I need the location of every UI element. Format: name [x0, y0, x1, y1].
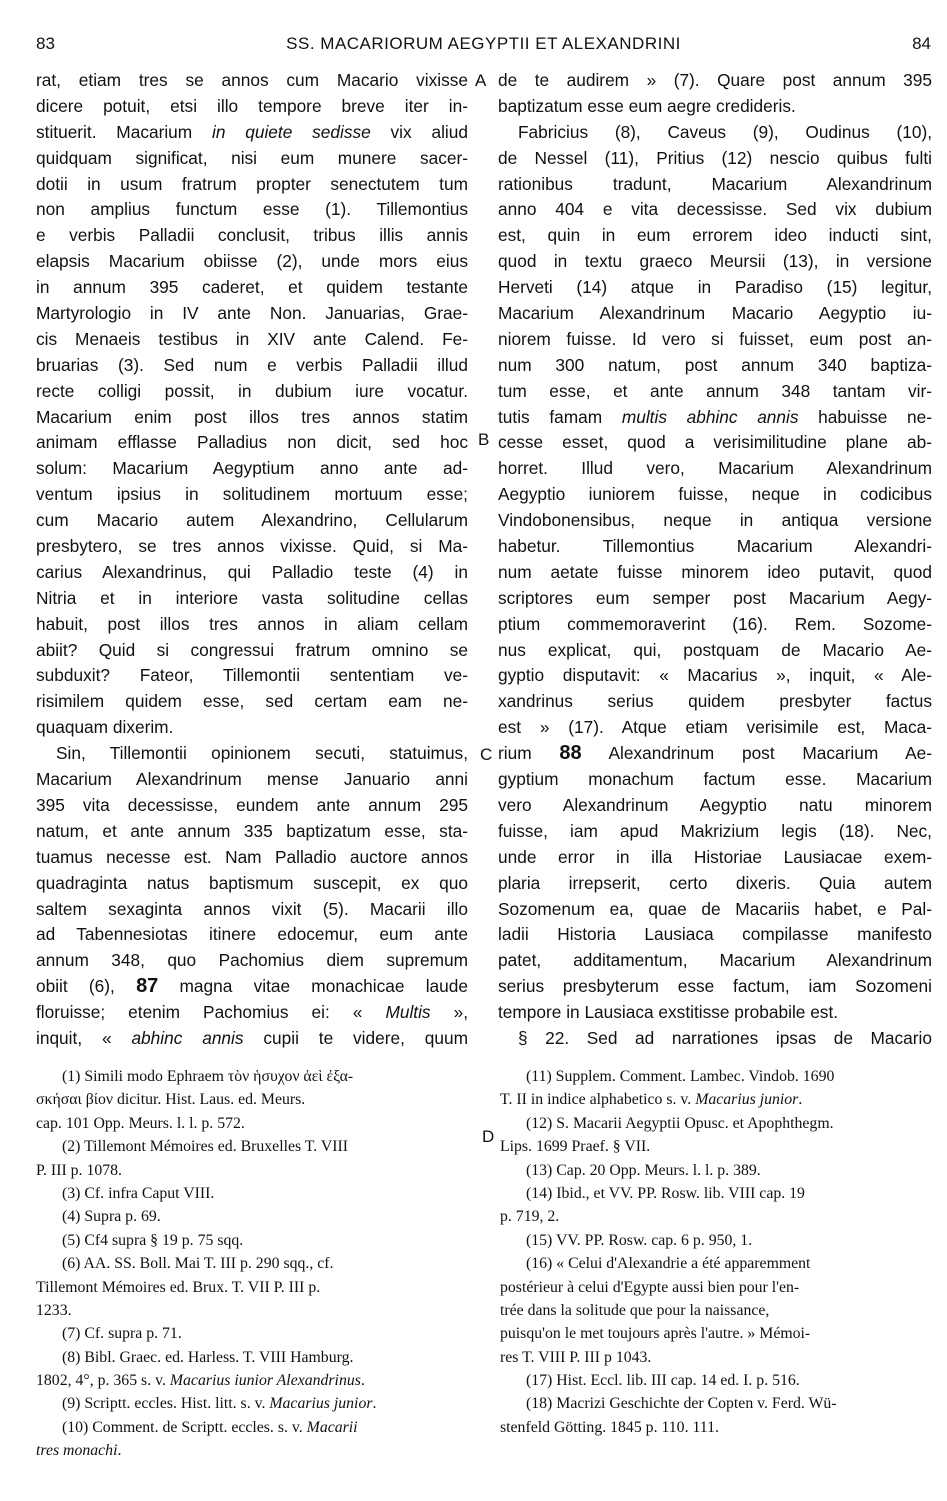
footnote-line: (11) Supplem. Comment. Lambec. Vindob. 1690	[526, 1068, 835, 1085]
text-line: fuisse, iam apud Makrizium legis (18). Nec,	[498, 820, 932, 841]
text-line: ad Tabennesiotas itinere edocemur, eum ante	[36, 924, 468, 945]
footnote-line: p. 719, 2.	[500, 1208, 560, 1226]
text-line: plaria irrepserit, certo dixeris. Quia autem	[498, 872, 932, 893]
text-line: quaquam dixerim.	[36, 717, 174, 738]
text-line: Macarium enim post illos tres annos statim	[36, 406, 468, 427]
text-line: cis Menaeis testibus in XIV ante Calend. Fe-	[36, 328, 468, 349]
footnote-line: (6) AA. SS. Boll. Mai T. III p. 290 sqq., cf.	[62, 1255, 334, 1273]
text-line: quod in textu graeco Meursii (13), in versione	[498, 251, 932, 272]
footnote-line: (7) Cf. supra p. 71.	[62, 1325, 182, 1343]
text-line: Aegyptio iuniorem fuisse, neque in codicibus	[498, 484, 932, 505]
text-line: elapsis Macarium obiisse (2), unde mors eius	[36, 251, 468, 272]
footnote-line: (12) S. Macarii Aegyptii Opusc. et Apophthegm.	[526, 1114, 834, 1132]
text-line: obiit (6), 87 magna vitae monachicae laude	[36, 975, 468, 998]
text-line: Nitria et in interiore vasta solitudine cellas	[36, 587, 468, 608]
text-line: Sozomenum ea, quae de Macariis habet, e Pal-	[498, 898, 932, 919]
text-line: presbytero, se tres annos vixisse. Quid, si Ma-	[36, 536, 468, 557]
text-line: anno 404 e vita decessisse. Sed vix dubium	[498, 199, 932, 220]
text-line: abiit? Quid si congressui fratrum omnino se	[36, 639, 468, 660]
text-line: e verbis Palladii conclusit, tribus illis annis	[36, 225, 468, 246]
page-number-left: 83	[36, 34, 55, 53]
right-text-column	[498, 68, 932, 1052]
text-line: Martyrologio in IV ante Non. Januarias, Grae-	[36, 303, 468, 324]
footnote-line: (1) Simili modo Ephraem τὸν ἡσυχον ἀεὶ ἐξα-	[62, 1068, 354, 1085]
footnote-line: cap. 101 Opp. Meurs. l. l. p. 572.	[36, 1114, 245, 1132]
footnote-line: trée dans la solitude que pour la naissance,	[500, 1301, 770, 1319]
text-line: cesse esset, quod a verisimilitudine plane ab-	[498, 432, 932, 453]
text-line: recte colligi possit, in dubium iure vocatur.	[36, 380, 468, 401]
text-line: horret. Illud vero, Macarium Alexandrinum	[498, 458, 932, 479]
footnote-line: (9) Scriptt. eccles. Hist. litt. s. v. Macarius junior.	[62, 1395, 377, 1413]
footnote-line: (16) « Celui d'Alexandrie a été apparemment	[526, 1255, 811, 1273]
text-line: num aetate fuisse minorem ideo putavit, quod	[498, 561, 932, 582]
text-line: serius presbyterum esse factum, iam Sozomeni	[498, 976, 932, 997]
text-line: Macarium Alexandrinum mense Januario anni	[36, 769, 468, 790]
italic-phrase: multis abhinc annis	[621, 406, 799, 427]
text-line: animam efflasse Palladius non dicit, sed hoc	[36, 432, 468, 453]
italic-phrase: Macarius iunior Alexandrinus	[169, 1372, 361, 1390]
margin-marker-d: D	[482, 1127, 495, 1146]
text-line: de te audirem » (7). Quare post annum 395	[498, 70, 932, 90]
italic-phrase: Macarius junior	[695, 1091, 799, 1109]
text-line: habuit, post illos tres annos in aliam cellam	[36, 613, 468, 634]
footnote-line: Tillemont Mémoires ed. Brux. T. VII P. III p.	[36, 1278, 321, 1296]
footnote-line: (17) Hist. Eccl. lib. III cap. 14 ed. I. p. 516.	[526, 1372, 800, 1390]
text-line: floruisse; etenim Pachomius ei: « Multis »,	[36, 1002, 469, 1023]
text-line: Sin, Tillemontii opinionem secuti, statuimus,	[56, 743, 468, 764]
footnote-line: 1233.	[36, 1301, 72, 1319]
footnote-line: (3) Cf. infra Caput VIII.	[62, 1184, 215, 1202]
text-line: est » (17). Atque etiam verisimile est, Maca-	[498, 717, 932, 738]
text-line: tuamus necesse est. Nam Palladio auctore annos	[36, 846, 468, 867]
running-title: SS. MACARIORUM AEGYPTII ET ALEXANDRINI	[286, 34, 681, 53]
footnote-line: tres monachi.	[36, 1442, 122, 1460]
footnote-line: (13) Cap. 20 Opp. Meurs. l. l. p. 389.	[526, 1161, 761, 1179]
footnote-line: (14) Ibid., et VV. PP. Rosw. lib. VIII cap. 19	[526, 1184, 805, 1202]
text-line: quidquam significat, nisi eum munere sacer-	[36, 147, 468, 168]
footnote-line: (4) Supra p. 69.	[62, 1208, 161, 1226]
text-line: annum 348, quo Pachomius diem supremum	[36, 950, 468, 971]
page-number-right: 84	[912, 34, 931, 53]
margin-marker-b: B	[478, 430, 490, 449]
text-line: Herveti (14) atque in Paradiso (15) legitur,	[498, 277, 932, 298]
text-line: non amplius functum esse (1). Tillemontius	[36, 199, 468, 220]
text-line: § 22. Sed ad narrationes ipsas de Macario	[518, 1027, 932, 1048]
italic-phrase: Multis	[385, 1002, 431, 1023]
left-text-column	[36, 68, 468, 1052]
footnote-line: (2) Tillemont Mémoires ed. Bruxelles T. VIII	[62, 1138, 349, 1156]
footnote-line: puisqu'on le met toujours après l'autre. » Mémoi-	[500, 1325, 811, 1343]
text-line: rium 88 Alexandrinum post Macarium Ae-	[498, 742, 933, 765]
footnote-line: stenfeld Götting. 1845 p. 110. 111.	[500, 1418, 719, 1436]
footnote-line: P. III p. 1078.	[36, 1161, 123, 1179]
text-line: de Nessel (11), Pritius (12) nescio quibus fulti	[498, 147, 932, 168]
footnote-line: (15) VV. PP. Rosw. cap. 6 p. 950, 1.	[526, 1231, 753, 1249]
text-line: ventum ipsius in solitudinem mortuum esse;	[36, 484, 468, 505]
text-line: saltem sexaginta annos vixit (5). Macarii illo	[36, 898, 468, 919]
marginal-page-number: 87	[136, 975, 159, 998]
text-line: rat, etiam tres se annos cum Macario vixisse	[36, 70, 468, 90]
footnote-line: postérieur à celui d'Egypte aussi bien pour l'en-	[500, 1278, 800, 1296]
text-line: stituerit. Macarium in quiete sedisse vix aliud	[36, 121, 468, 142]
text-line: in annum 395 caderet, et quidem testante	[36, 277, 468, 298]
text-line: cum Macario autem Alexandrino, Cellularum	[36, 510, 468, 531]
text-line: tempore in Lausiaca exstitisse probabile est.	[498, 1002, 839, 1023]
text-line: rationibus tradunt, Macarium Alexandrinum	[498, 173, 932, 194]
italic-phrase: tres monachi	[36, 1442, 118, 1460]
footnote-line: Lips. 1699 Praef. § VII.	[500, 1138, 651, 1156]
footnotes-right	[500, 1065, 932, 1439]
text-line: Macarium Alexandrinum Macario Aegyptio iu-	[498, 303, 932, 324]
text-line: carius Alexandrinus, qui Palladio teste (4) in	[36, 561, 468, 582]
text-line: dicere potuit, etsi illo tempore breve iter in-	[36, 95, 468, 116]
text-line: quadraginta natus baptismum suscepit, ex quo	[36, 872, 468, 893]
footnotes-left	[36, 1065, 468, 1463]
text-line: num 300 natum, post annum 340 baptiza-	[498, 354, 932, 375]
footnote-line: (18) Macrizi Geschichte der Copten v. Ferd. Wü-	[526, 1395, 837, 1413]
text-line: gyptio disputavit: « Macarius », inquit, « Ale-	[498, 665, 932, 686]
text-line: Fabricius (8), Caveus (9), Oudinus (10),	[518, 121, 932, 142]
text-line: inquit, « abhinc annis cupii te videre, quum	[36, 1027, 468, 1048]
text-line: scriptores eum semper post Macarium Aegy-	[498, 587, 932, 608]
footnote-line: T. II in indice alphabetico s. v. Macarius junior.	[500, 1091, 803, 1109]
text-line: patet, additamentum, Macarium Alexandrinum	[498, 950, 932, 971]
text-line: est, quin in eum errorem ideo inducti sint,	[498, 225, 932, 246]
text-line: baptizatum esse eum aegre credideris.	[498, 95, 796, 116]
footnote-line: (5) Cf4 supra § 19 p. 75 sqq.	[62, 1231, 244, 1249]
marginal-page-number: 88	[559, 742, 582, 765]
text-line: ptium commemoraverint (16). Rem. Sozome-	[498, 613, 932, 634]
italic-phrase: Macarius junior	[269, 1395, 373, 1413]
text-line: unde error in illa Historiae Lausiacae exem-	[498, 846, 932, 867]
text-line: 395 vita decessisse, eundem ante annum 295	[36, 794, 468, 815]
footnote-line: σκήσαι βίον dicitur. Hist. Laus. ed. Meurs.	[36, 1091, 306, 1109]
footnote-line: (10) Comment. de Scriptt. eccles. s. v. Macarii	[62, 1418, 358, 1436]
text-line: ladii Historia Lausiaca compilasse manifesto	[498, 924, 932, 945]
text-line: solum: Macarium Aegyptium anno ante ad-	[36, 458, 468, 479]
text-line: subduxit? Fateor, Tillemontii sententiam ve-	[36, 665, 468, 686]
text-line: tum esse, et ante annum 348 tantam vir-	[498, 380, 932, 401]
page-header	[36, 34, 931, 58]
text-line: gyptium monachum factum esse. Macarium	[498, 769, 932, 790]
italic-phrase: abhinc annis	[131, 1027, 244, 1048]
text-line: nus explicat, qui, postquam de Macario Ae-	[498, 639, 932, 660]
margin-marker-a: A	[475, 71, 487, 90]
text-line: dotii in usum fratrum propter senectutem tum	[36, 173, 468, 194]
footnote-line: (8) Bibl. Graec. ed. Harless. T. VIII Hamburg.	[62, 1348, 354, 1366]
italic-phrase: Macarii	[306, 1418, 358, 1436]
text-line: bruarias (3). Sed num e verbis Palladii illud	[36, 354, 468, 375]
text-line: Vindobonensibus, neque in antiqua versione	[498, 510, 932, 531]
footnote-line: res T. VIII P. III p 1043.	[500, 1348, 652, 1366]
text-line: tutis famam multis abhinc annis habuisse ne-	[498, 406, 932, 427]
text-line: natum, et ante annum 335 baptizatum esse, sta-	[36, 820, 468, 841]
text-line: xandrinus serius quidem presbyter factus	[498, 691, 932, 712]
text-line: habetur. Tillemontius Macarium Alexandri-	[498, 536, 932, 557]
text-line: risimilem quidem esse, sed certam eam ne-	[36, 691, 468, 712]
italic-phrase: in quiete sedisse	[211, 121, 371, 142]
margin-marker-c: C	[480, 745, 493, 764]
text-line: vero Alexandrinum Aegyptio natu minorem	[498, 794, 932, 815]
text-line: niorem fuisse. Id vero si fuisset, eum post an-	[498, 328, 932, 349]
footnote-line: 1802, 4°, p. 365 s. v. Macarius iunior Alexandrinus.	[36, 1372, 365, 1390]
